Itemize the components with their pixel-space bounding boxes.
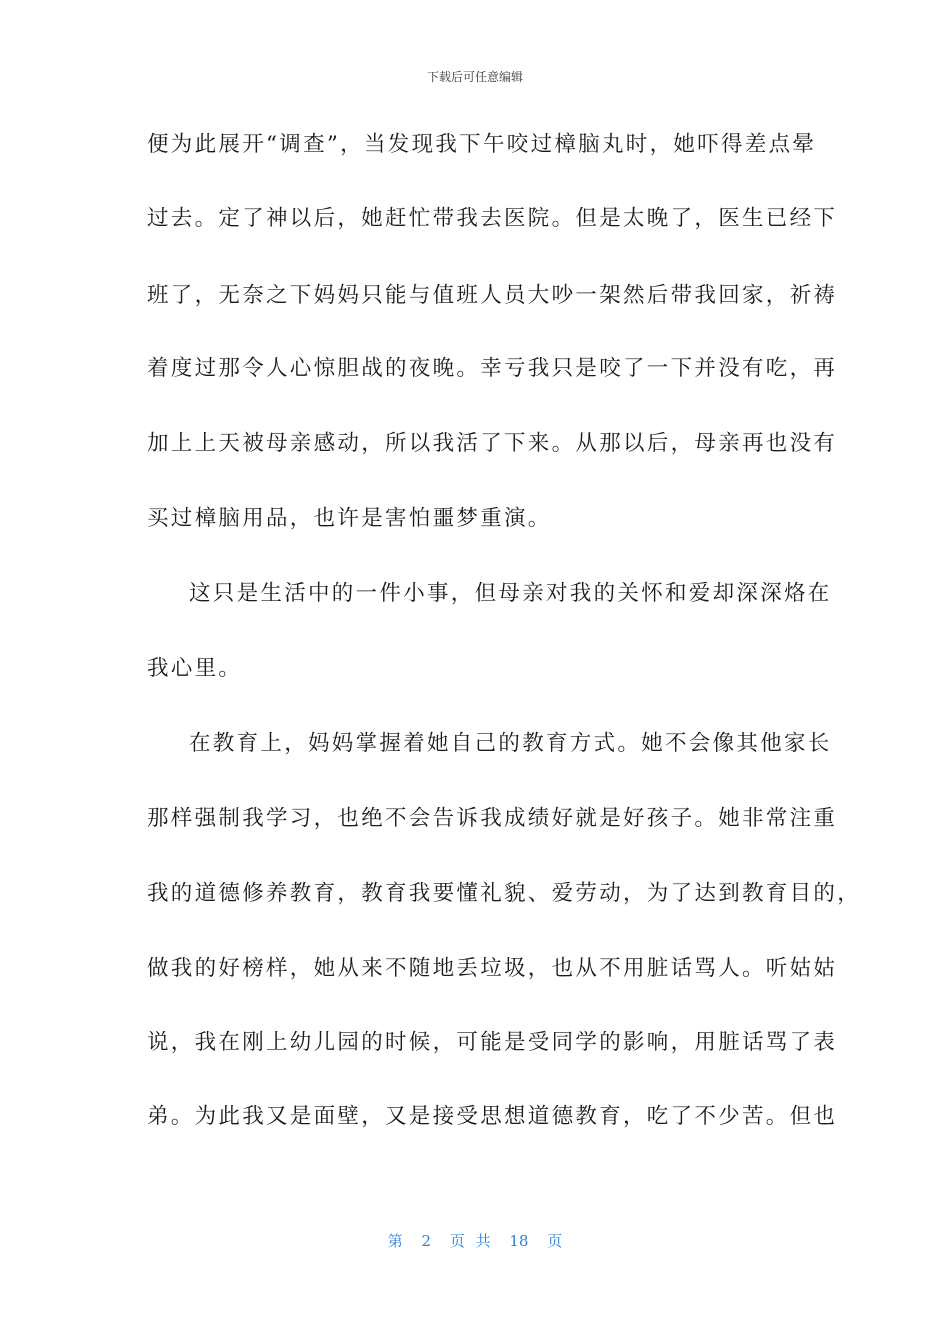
body-line: 着度过那令人心惊胆战的夜晚。幸亏我只是咬了一下并没有吃，再 [147, 356, 838, 381]
body-line: 我的道德修养教育，教育我要懂礼貌、爱劳动，为了达到教育目的， [147, 881, 862, 906]
page-header-note: 下载后可任意编辑 [426, 70, 523, 84]
body-line: 加上上天被母亲感动，所以我活了下来。从那以后，母亲再也没有 [147, 431, 838, 456]
footer-middle: 页 共 [449, 1232, 491, 1250]
body-line: 便为此展开“调查”，当发现我下午咬过樟脑丸时，她吓得差点晕 [147, 132, 817, 157]
body-line: 我心里。 [147, 656, 243, 681]
body-line: 过去。定了神以后，她赶忙带我去医院。但是太晚了，医生已经下 [147, 206, 838, 231]
current-page-number: 2 [421, 1232, 432, 1250]
footer-suffix: 页 [547, 1232, 563, 1250]
body-line: 做我的好榜样，她从来不随地丢垃圾，也从不用脏话骂人。听姑姑 [147, 956, 838, 981]
body-line: 班了，无奈之下妈妈只能与值班人员大吵一架然后带我回家，祈祷 [147, 283, 838, 308]
body-line: 那样强制我学习，也绝不会告诉我成绩好就是好孩子。她非常注重 [147, 806, 838, 831]
footer-prefix: 第 [387, 1232, 403, 1250]
paragraph-first-line: 这只是生活中的一件小事，但母亲对我的关怀和爱却深深烙在 [189, 581, 832, 606]
total-page-count: 18 [509, 1232, 529, 1250]
paragraph-first-line: 在教育上，妈妈掌握着她自己的教育方式。她不会像其他家长 [189, 731, 832, 756]
body-line: 说，我在刚上幼儿园的时候，可能是受同学的影响，用脏话骂了表 [147, 1030, 838, 1055]
page-number-footer [0, 1230, 950, 1251]
body-line: 弟。为此我又是面壁，又是接受思想道德教育，吃了不少苦。但也 [147, 1104, 838, 1129]
body-line: 买过樟脑用品，也许是害怕噩梦重演。 [147, 506, 552, 531]
